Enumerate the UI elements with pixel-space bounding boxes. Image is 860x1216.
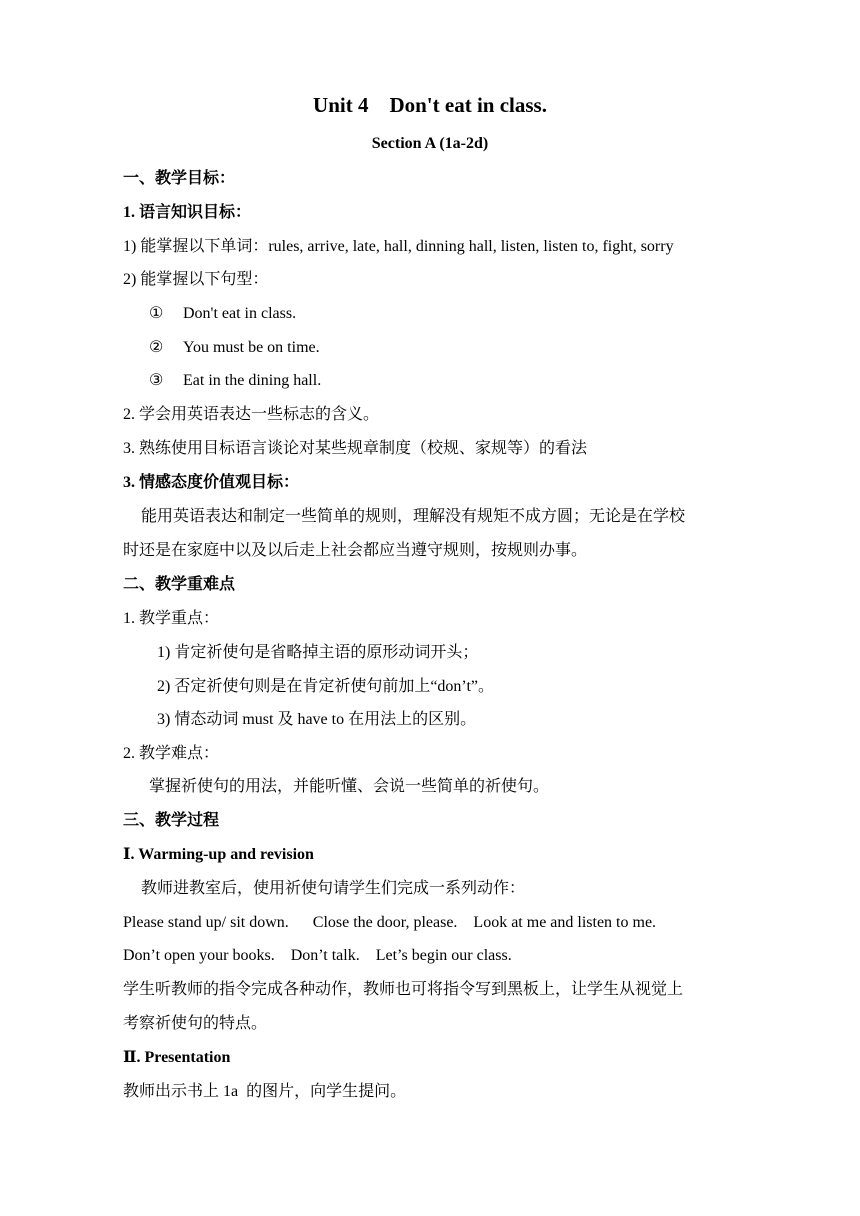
pattern-text: Eat in the dining hall. [183, 372, 322, 389]
page-subtitle: Section A (1a-2d) [371, 135, 489, 152]
pattern-marker: ② [149, 339, 164, 356]
goal-signs: 2. 学会用英语表达一些标志的含义。 [123, 406, 380, 423]
commands-line-2: Don’t open your books. Don’t talk. Let’s begin our class. [123, 947, 512, 964]
goal-heading-language: 1. 语言知识目标： [123, 204, 252, 221]
goal-rules-discussion: 3. 熟练使用目标语言谈论对某些规章制度（校规、家规等）的看法 [123, 440, 588, 457]
section-heading-key-points: 二、教学重难点 [123, 576, 236, 593]
section-heading-process: 三、教学过程 [123, 812, 220, 829]
step-heading-warming-up: Ⅰ. Warming-up and revision [123, 846, 314, 863]
pattern-item [149, 338, 320, 358]
pattern-item [149, 371, 321, 391]
page-title: Unit 4 Don't eat in class. [313, 93, 547, 117]
emotion-text-line-2: 时还是在家庭中以及以后走上社会都应当遵守规则，按规则办事。 [123, 542, 588, 559]
key-point-item: 1) 肯定祈使句是省略掉主语的原形动词开头； [157, 644, 479, 661]
patterns-line: 2) 能掌握以下句型： [123, 271, 269, 288]
pattern-marker: ① [149, 305, 164, 322]
difficult-points-text: 掌握祈使句的用法，并能听懂、会说一些简单的祈使句。 [149, 778, 550, 795]
pattern-marker: ③ [149, 372, 164, 389]
step-heading-presentation: Ⅱ. Presentation [123, 1049, 231, 1066]
pattern-item [149, 304, 296, 324]
warming-up-note-line-1: 学生听教师的指令完成各种动作，教师也可将指令写到黑板上，让学生从视觉上 [123, 981, 684, 998]
difficult-points-heading: 2. 教学难点： [123, 745, 220, 762]
section-heading-objectives: 一、教学目标： [123, 170, 236, 187]
warming-up-note-line-2: 考察祈使句的特点。 [123, 1015, 268, 1032]
key-point-item: 2) 否定祈使句则是在肯定祈使句前加上“don’t”。 [157, 678, 495, 695]
presentation-intro: 教师出示书上 1a 的图片，向学生提问。 [123, 1083, 407, 1100]
emotion-text-line-1: 能用英语表达和制定一些简单的规则，理解没有规矩不成方圆；无论是在学校 [141, 508, 686, 525]
warming-up-intro: 教师进教室后，使用祈使句请学生们完成一系列动作： [141, 880, 526, 897]
pattern-text: Don't eat in class. [183, 305, 297, 322]
vocabulary-line: 1) 能掌握以下单词：rules, arrive, late, hall, dinning hall, listen, listen to, fight, sorry [123, 238, 674, 255]
pattern-text: You must be on time. [183, 339, 320, 356]
key-points-heading: 1. 教学重点： [123, 610, 220, 627]
key-point-item: 3) 情态动词 must 及 have to 在用法上的区别。 [157, 711, 477, 728]
goal-heading-emotion: 3. 情感态度价值观目标： [123, 474, 300, 491]
commands-line-1: Please stand up/ sit down. Close the door, please. Look at me and listen to me. [123, 914, 657, 931]
